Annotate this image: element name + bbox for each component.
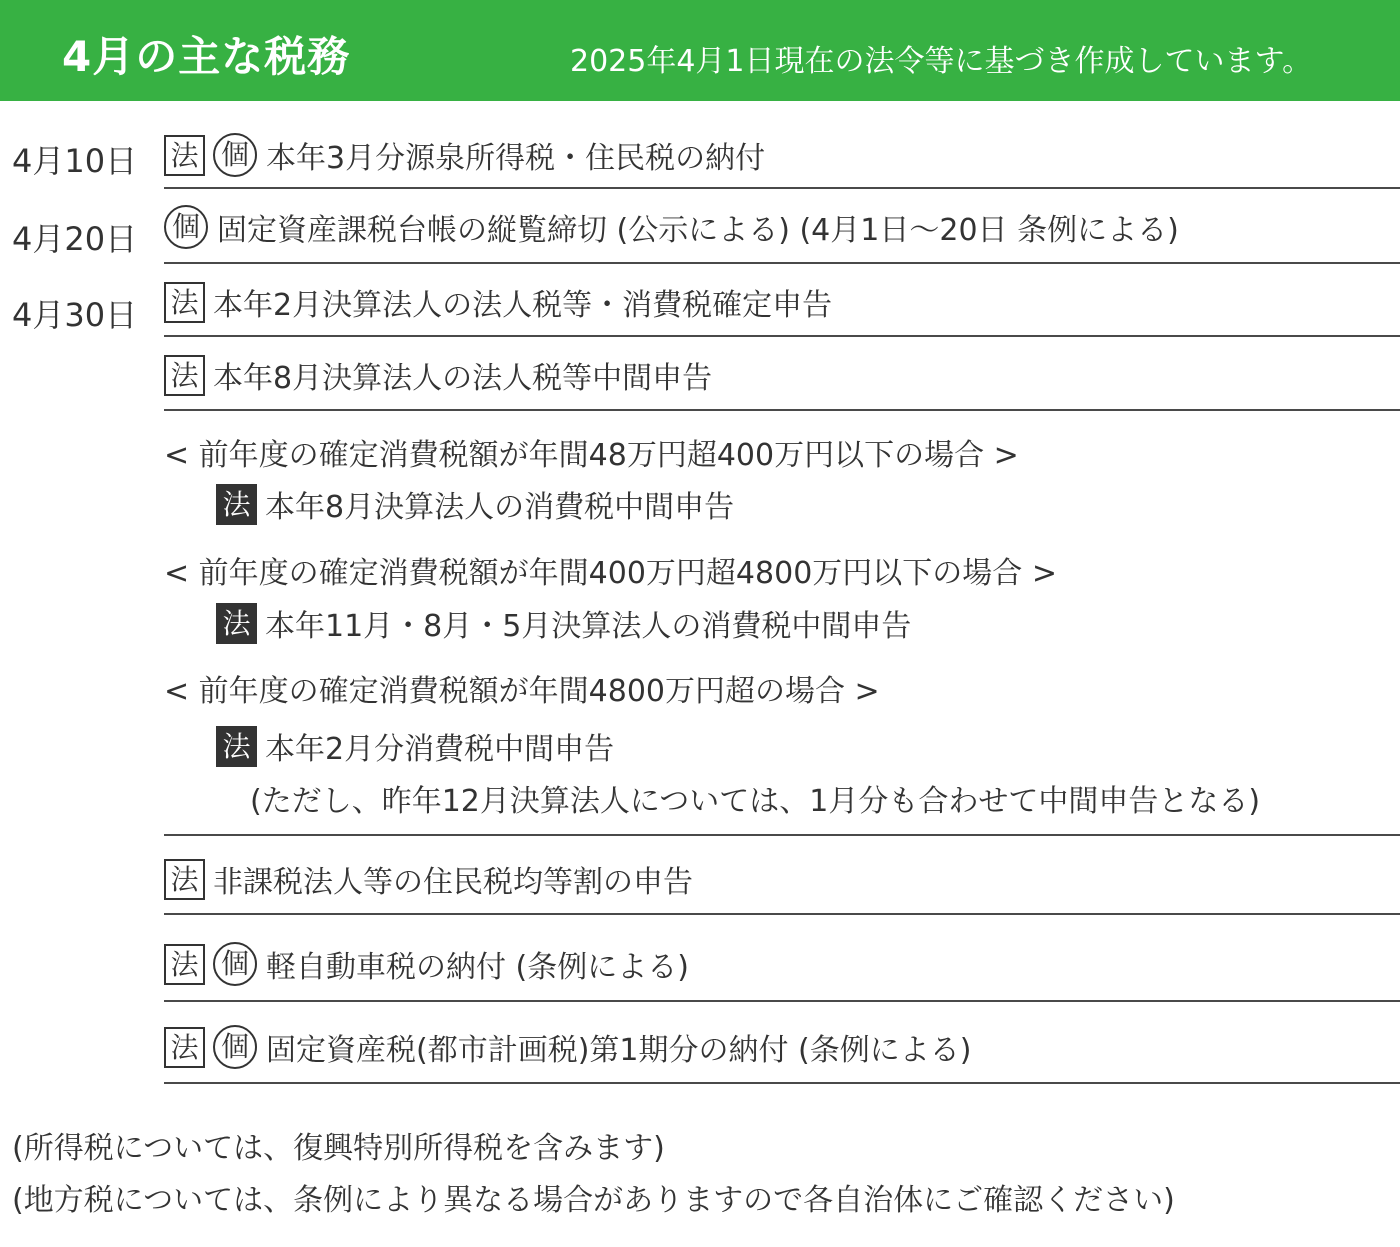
corporate-badge: 法 <box>164 355 205 396</box>
footnote: (地方税については、条例により異なる場合がありますので各自治体にご確認ください) <box>12 1183 1175 1218</box>
date-label: 4月10日 <box>12 142 138 180</box>
schedule-item <box>164 942 689 986</box>
schedule-item <box>216 482 734 526</box>
item-text: 本年8月決算法人の法人税等中間申告 <box>213 361 713 396</box>
divider <box>164 834 1400 836</box>
item-note: (ただし、昨年12月決算法人については、1月分も合わせて中間申告となる) <box>250 784 1261 819</box>
item-text: 本年3月分源泉所得税・住民税の納付 <box>266 141 766 176</box>
item-text: 本年8月決算法人の消費税中間申告 <box>265 490 735 525</box>
condition-heading: < 前年度の確定消費税額が年間48万円超400万円以下の場合 > <box>164 438 1019 473</box>
divider <box>164 262 1400 264</box>
corporate-badge: 法 <box>164 1027 205 1068</box>
schedule-item <box>216 601 911 645</box>
header-note: 2025年4月1日現在の法令等に基づき作成しています。 <box>570 44 1313 79</box>
item-text: 本年2月分消費税中間申告 <box>265 732 615 767</box>
schedule-item <box>164 205 1179 249</box>
divider <box>164 1082 1400 1084</box>
corporate-badge: 法 <box>164 282 205 323</box>
item-text: 軽自動車税の納付 (条例による) <box>266 950 689 985</box>
schedule-item <box>164 280 832 324</box>
divider <box>164 409 1400 411</box>
item-text: 固定資産課税台帳の縦覧締切 (公示による) (4月1日～20日 条例による) <box>217 213 1179 248</box>
schedule-item <box>164 1025 971 1069</box>
corporate-badge: 法 <box>164 135 205 176</box>
divider <box>164 335 1400 337</box>
individual-badge: 個 <box>213 133 257 177</box>
page-title: 4月の主な税務 <box>62 32 351 81</box>
condition-heading: < 前年度の確定消費税額が年間400万円超4800万円以下の場合 > <box>164 556 1057 591</box>
divider <box>164 187 1400 189</box>
corporate-badge: 法 <box>216 484 257 525</box>
schedule-item <box>216 724 614 768</box>
individual-badge: 個 <box>213 1025 257 1069</box>
date-label: 4月30日 <box>12 296 138 334</box>
individual-badge: 個 <box>164 205 208 249</box>
item-text: 本年2月決算法人の法人税等・消費税確定申告 <box>213 288 833 323</box>
corporate-badge: 法 <box>164 944 205 985</box>
date-label: 4月20日 <box>12 220 138 258</box>
page-header <box>0 0 1400 101</box>
item-text: 本年11月・8月・5月決算法人の消費税中間申告 <box>265 609 912 644</box>
footnote: (所得税については、復興特別所得税を含みます) <box>12 1131 665 1166</box>
corporate-badge: 法 <box>216 726 257 767</box>
divider <box>164 913 1400 915</box>
divider <box>164 1000 1400 1002</box>
corporate-badge: 法 <box>164 859 205 900</box>
schedule-item <box>164 857 693 901</box>
corporate-badge: 法 <box>216 603 257 644</box>
schedule-item <box>164 133 765 177</box>
item-text: 非課税法人等の住民税均等割の申告 <box>213 865 693 900</box>
individual-badge: 個 <box>213 942 257 986</box>
item-text: 固定資産税(都市計画税)第1期分の納付 (条例による) <box>266 1033 972 1068</box>
condition-heading: < 前年度の確定消費税額が年間4800万円超の場合 > <box>164 674 880 709</box>
schedule-item <box>164 353 712 397</box>
